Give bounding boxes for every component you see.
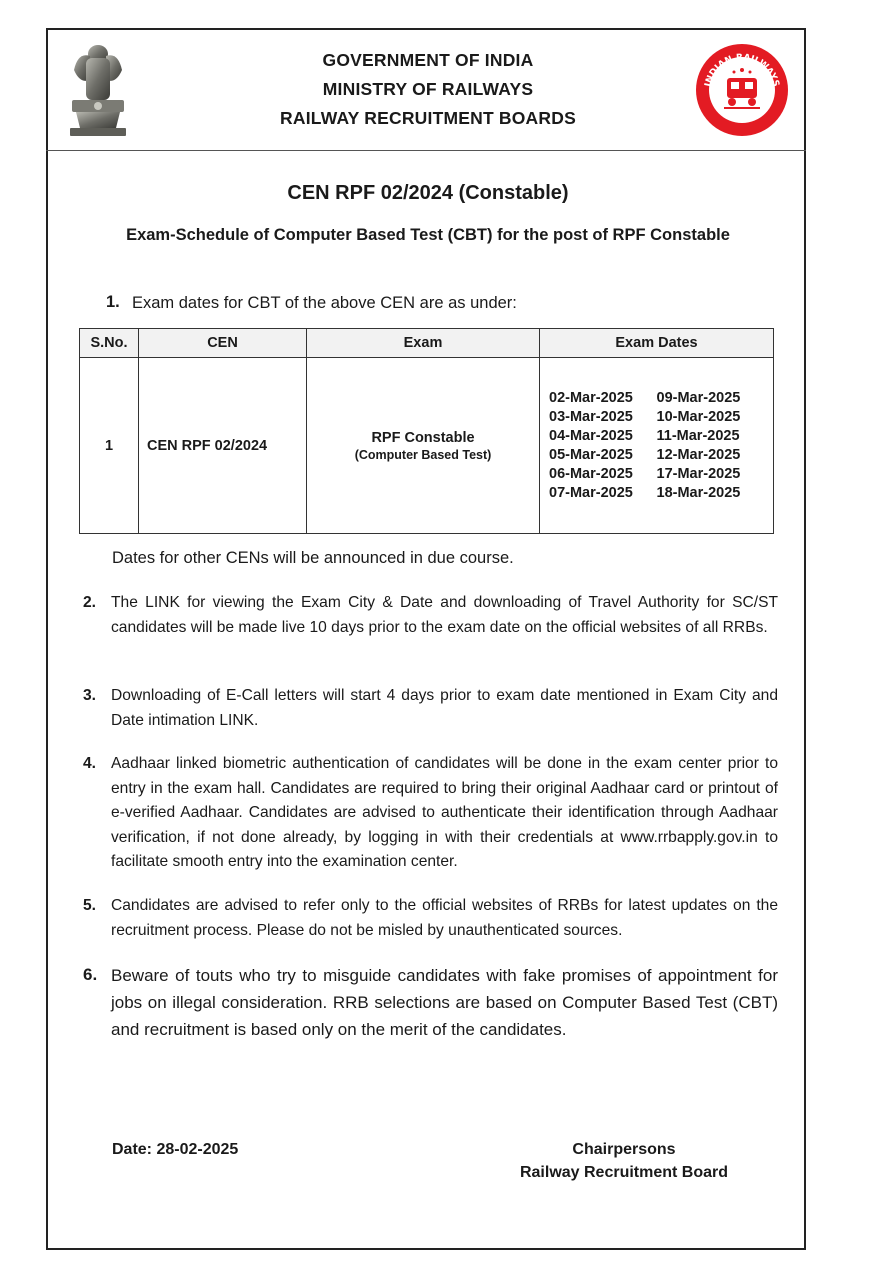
header-sno: S.No. <box>80 329 139 358</box>
header-exam: Exam <box>307 329 540 358</box>
item-6-number: 6. <box>83 965 98 984</box>
cell-exam <box>307 358 540 534</box>
issue-date: Date: 28-02-2025 <box>112 1141 239 1158</box>
cell-exam-dates <box>540 358 774 534</box>
item-1-text: Exam dates for CBT of the above CEN are as under: <box>132 294 517 312</box>
header-divider <box>46 150 806 151</box>
exam-date: 17-Mar-2025 <box>656 466 741 482</box>
document-subtitle: Exam-Schedule of Computer Based Test (CBT) for the post of RPF Constable <box>126 226 730 244</box>
logo-text: INDIAN RAILWAYS <box>703 52 781 88</box>
item-4-text: Aadhaar linked biometric authentication of candidates will be done in the exam center prior to entry in the exam hall. Candidates are required to bring their original Aadhaar card or printout of e-verified Aadhaar. Candidates are advised to authenticate their identification through Aadhaar verification, if not done already, by logging in with their credentials at www.rrbapply.gov.in to facilitate smooth entry into the examination center. <box>111 755 778 870</box>
exam-date: 04-Mar-2025 <box>549 428 633 444</box>
exam-dates-grid <box>541 390 772 501</box>
exam-date: 03-Mar-2025 <box>549 409 633 425</box>
signatory-org: Railway Recruitment Board <box>519 1164 729 1181</box>
exam-date: 18-Mar-2025 <box>656 485 741 501</box>
exam-mode: (Computer Based Test) <box>354 447 492 462</box>
header-boards: RAILWAY RECRUITMENT BOARDS <box>280 108 576 128</box>
exam-date: 09-Mar-2025 <box>656 390 741 406</box>
exam-date: 02-Mar-2025 <box>549 390 633 406</box>
cell-cen: CEN RPF 02/2024 <box>139 358 307 534</box>
indian-railways-logo-icon <box>694 42 790 138</box>
item-6-text: Beware of touts who try to misguide candidates with fake promises of appointment for jobs on illegal consideration. RRB selections are based on Computer Based Test (CBT) and recruitment is based only on the merit of the candidates. <box>111 966 778 1039</box>
table-row <box>80 358 774 534</box>
item-4-number: 4. <box>83 755 97 772</box>
item-2-text: The LINK for viewing the Exam City & Date and downloading of Travel Authority for SC/ST candidates will be made live 10 days prior to the exam date on the official websites of all RRBs. <box>111 594 778 636</box>
exam-date: 06-Mar-2025 <box>549 466 633 482</box>
header-cen: CEN <box>139 329 307 358</box>
signatory-title: Chairpersons <box>572 1141 676 1158</box>
exam-date: 12-Mar-2025 <box>656 447 741 463</box>
other-cens-note: Dates for other CENs will be announced in due course. <box>112 549 514 567</box>
header-exam-dates: Exam Dates <box>540 329 774 358</box>
exam-date: 11-Mar-2025 <box>656 428 740 444</box>
cell-sno: 1 <box>80 358 139 534</box>
exam-name: RPF Constable <box>371 429 475 446</box>
exam-schedule-table <box>79 328 774 534</box>
item-3-number: 3. <box>83 687 97 704</box>
header-ministry: MINISTRY OF RAILWAYS <box>322 79 534 99</box>
item-5-text: Candidates are advised to refer only to the official websites of RRBs for latest updates on the recruitment process. Please do not be misled by unauthenticated sources. <box>111 897 778 939</box>
item-1-number: 1. <box>106 293 120 311</box>
exam-date: 07-Mar-2025 <box>549 485 633 501</box>
national-emblem-icon <box>60 40 136 140</box>
item-3-text: Downloading of E-Call letters will start 4 days prior to exam date mentioned in Exam City and Date intimation LINK. <box>111 687 778 729</box>
item-2-number: 2. <box>83 594 97 611</box>
table-header-row <box>80 329 774 358</box>
document-title: CEN RPF 02/2024 (Constable) <box>287 182 569 204</box>
exam-date: 10-Mar-2025 <box>656 409 741 425</box>
item-5-number: 5. <box>83 897 97 914</box>
exam-date: 05-Mar-2025 <box>549 447 633 463</box>
header-government: GOVERNMENT OF INDIA <box>322 50 534 70</box>
